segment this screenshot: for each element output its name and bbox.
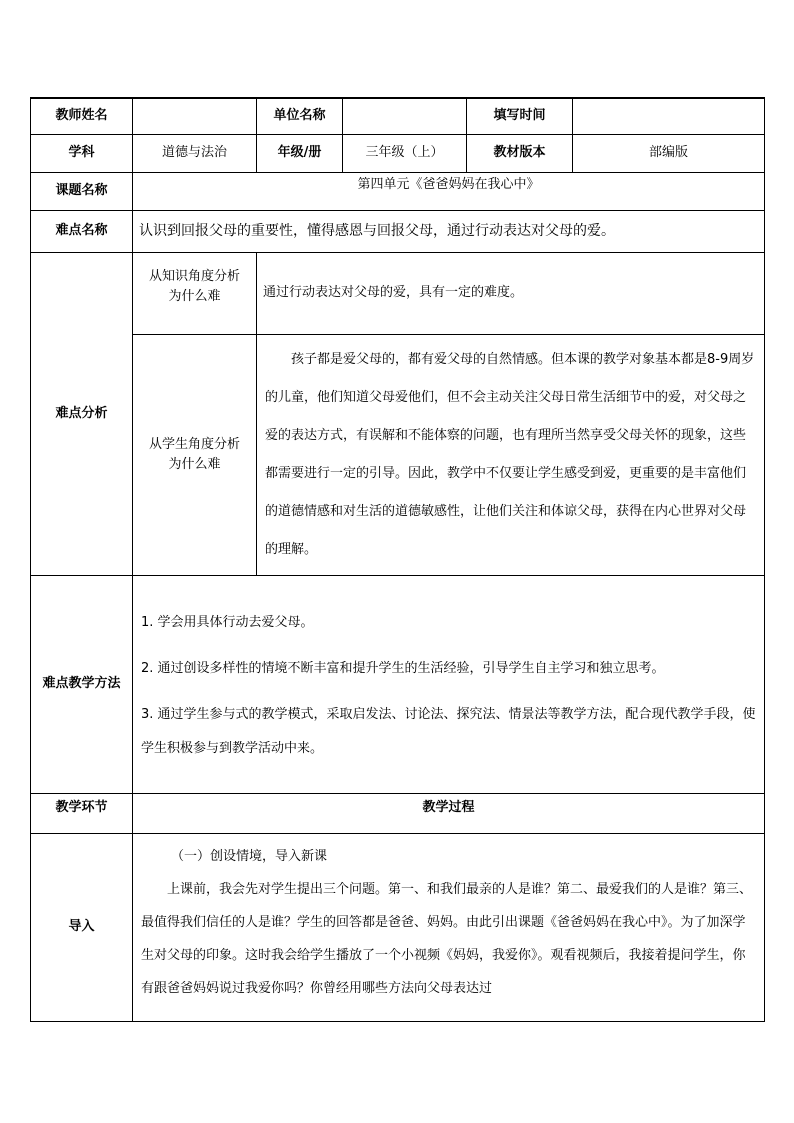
intro-label: 导入 [31, 833, 133, 1021]
topic-label: 课题名称 [31, 172, 133, 210]
unit-name-label: 单位名称 [257, 98, 343, 134]
stage-header: 教学环节 [31, 793, 133, 833]
difficulty-value: 认识到回报父母的重要性，懂得感恩与回报父母，通过行动表达对父母的爱。 [133, 210, 765, 252]
method-row [31, 575, 765, 793]
knowledge-angle-label [133, 252, 257, 334]
grade-value: 三年级（上） [343, 134, 467, 172]
topic-row [31, 172, 765, 210]
teacher-name-label: 教师姓名 [31, 98, 133, 134]
method-item-2: 2. 通过创设多样性的情境不断丰富和提升学生的生活经验，引导学生自主学习和独立思考。 [141, 661, 665, 676]
lesson-plan-table [30, 97, 765, 1022]
info-row-1 [31, 98, 765, 134]
student-angle-label-line1: 从学生角度分析 [148, 436, 240, 452]
fill-date-label: 填写时间 [467, 98, 573, 134]
student-angle-label-line2: 为什么难 [168, 456, 221, 472]
knowledge-angle-label-line1: 从知识角度分析 [148, 268, 240, 284]
knowledge-angle-text: 通过行动表达对父母的爱，具有一定的难度。 [257, 252, 765, 334]
method-item-1: 1. 学会用具体行动去爱父母。 [141, 615, 314, 630]
edition-value: 部编版 [573, 134, 765, 172]
subject-label: 学科 [31, 134, 133, 172]
intro-text: 上课前，我会先对学生提出三个问题。第一、和我们最亲的人是谁？第二、最爱我们的人是谁？第三、最值得我们信任的人是谁？学生的回答都是爸爸、妈妈。由此引出课题《爸爸妈妈在我心中》。为了加深学生对父母的印象。这时我会给学生播放了一个小视频《妈妈，我爱你》。观看视频后，我接着提问学生，你有跟爸爸妈妈说过我爱你吗？你曾经用哪些方法向父母表达过 [141, 881, 753, 996]
intro-row [31, 833, 765, 1021]
intro-section-title: （一）创设情境，导入新课 [171, 848, 328, 864]
method-item-3: 3. 通过学生参与式的教学模式，采取启发法、讨论法、探究法、情景法等教学方法，配合现代教学手段，使学生积极参与到教学活动中来。 [141, 707, 756, 756]
analysis-row-knowledge [31, 252, 765, 334]
student-angle-text: 孩子都是爱父母的，都有爱父母的自然情感。但本课的教学对象基本都是8-9周岁的儿童，他们知道父母爱他们，但不会主动关注父母日常生活细节中的爱，对父母之爱的表达方式，有误解和不能体察的问题，也有理所当然享受父母关怀的现象，这些都需要进行一定的引导。因此，教学中不仅要让学生感受到爱，更重要的是丰富他们的道德情感和对生活的道德敏感性，让他们关注和体谅父母，获得在内心世界对父母的理解。 [265, 351, 755, 557]
intro-cell [133, 833, 765, 1021]
difficulty-label: 难点名称 [31, 210, 133, 252]
teacher-name-value [133, 98, 257, 134]
info-row-2 [31, 134, 765, 172]
student-angle-cell [257, 334, 765, 575]
edition-label: 教材版本 [467, 134, 573, 172]
fill-date-value [573, 98, 765, 134]
analysis-row-student [31, 334, 765, 575]
unit-name-value [343, 98, 467, 134]
grade-label: 年级/册 [257, 134, 343, 172]
process-header-row [31, 793, 765, 833]
subject-value: 道德与法治 [133, 134, 257, 172]
difficulty-row [31, 210, 765, 252]
method-cell [133, 575, 765, 793]
knowledge-angle-label-line2: 为什么难 [168, 288, 221, 304]
topic-value: 第四单元《爸爸妈妈在我心中》 [133, 172, 765, 210]
process-header: 教学过程 [133, 793, 765, 833]
student-angle-label [133, 334, 257, 575]
analysis-label: 难点分析 [31, 252, 133, 575]
method-label: 难点教学方法 [31, 575, 133, 793]
